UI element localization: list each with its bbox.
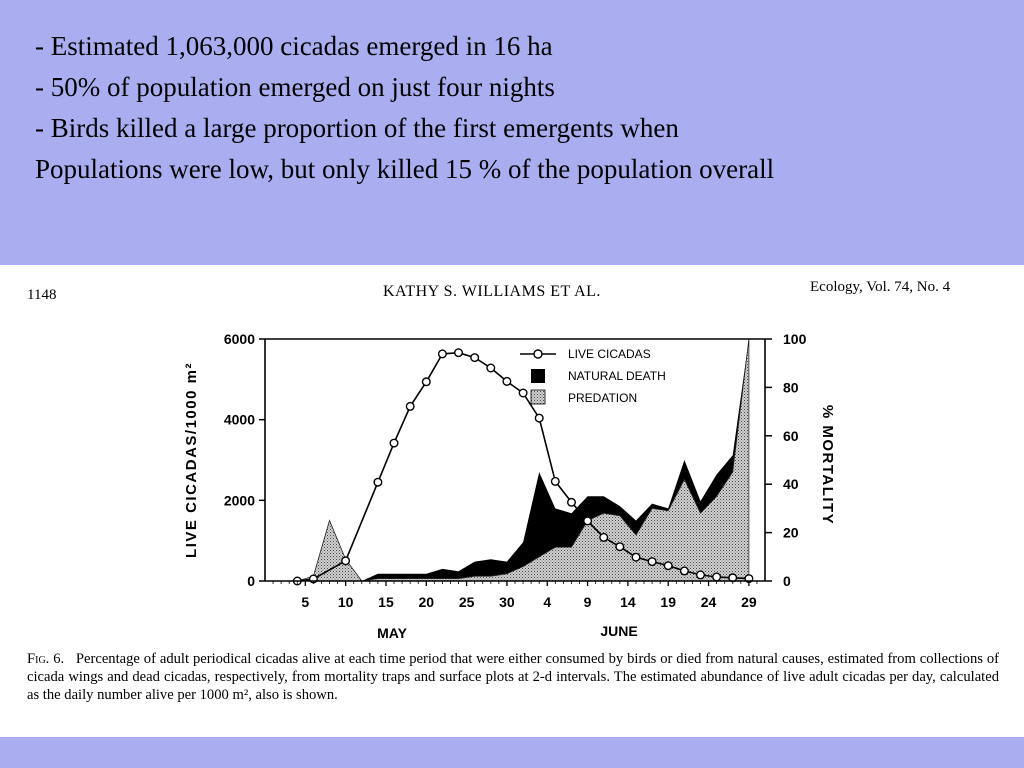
x-tick-label: 9 <box>583 594 592 610</box>
live-cicadas-point <box>390 439 398 447</box>
figure-caption <box>27 650 999 704</box>
live-cicadas-point <box>552 478 560 486</box>
paper-figure <box>0 265 1024 737</box>
live-cicadas-point <box>342 557 350 565</box>
cicada-chart <box>0 265 1024 650</box>
x-tick-label: 14 <box>620 594 636 610</box>
page-number: 1148 <box>27 287 57 303</box>
live-cicadas-point <box>455 349 463 357</box>
live-cicadas-point <box>681 567 689 575</box>
live-cicadas-point <box>423 378 431 386</box>
live-cicadas-point <box>664 562 672 570</box>
live-cicadas-point <box>648 558 656 566</box>
legend-live-marker <box>534 350 542 358</box>
live-cicadas-point <box>439 350 447 358</box>
bullet-2: - 50% of population emerged on just four nights <box>35 72 555 102</box>
bullet-4: Populations were low, but only killed 15 % of the population overall <box>35 154 775 184</box>
running-head-authors: KATHY S. WILLIAMS ET AL. <box>383 283 601 300</box>
slide-bullets <box>35 26 1010 190</box>
x-tick-label: 29 <box>741 594 757 610</box>
live-cicadas-point <box>616 543 624 551</box>
x-tick-label: 20 <box>418 594 435 610</box>
left-axis-title: LIVE CICADAS/1000 m² <box>183 362 200 558</box>
live-cicadas-point <box>632 553 640 561</box>
right-axis-title: % MORTALITY <box>819 404 836 526</box>
x-tick-label: 19 <box>660 594 677 610</box>
live-cicadas-point <box>487 364 495 372</box>
left-tick-label: 4000 <box>223 411 255 428</box>
x-group-label-june: JUNE <box>600 623 638 639</box>
left-tick-label: 0 <box>247 573 255 589</box>
bullet-1: - Estimated 1,063,000 cicadas emerged in 16 ha <box>35 31 553 61</box>
legend-predation-label: PREDATION <box>568 391 638 405</box>
right-tick-label: 0 <box>783 573 791 589</box>
live-cicadas-point <box>713 573 721 581</box>
legend-natural-label: NATURAL DEATH <box>568 369 666 383</box>
live-cicadas-point <box>697 571 705 579</box>
legend-natural-swatch <box>531 369 545 383</box>
right-tick-label: 100 <box>783 331 807 347</box>
left-tick-label: 6000 <box>223 331 255 347</box>
live-cicadas-point <box>406 403 414 411</box>
right-tick-label: 80 <box>783 379 799 396</box>
caption-label: Fig. 6. <box>27 651 65 667</box>
live-cicadas-point <box>519 389 527 397</box>
live-cicadas-point <box>374 478 382 486</box>
caption-text: Percentage of adult periodical cicadas alive at each time period that were either consumed by birds or died from natural causes, estimated from collections of cicada wings and dead cicadas, respectively, from mortality traps and surface plots at 2-d intervals. The estimated abundance of live adult cicadas per day, calculated as the daily number alive per 1000 m², also is shown. <box>27 651 999 703</box>
x-group-label-may: MAY <box>377 625 407 641</box>
live-cicadas-point <box>503 378 511 386</box>
right-tick-label: 60 <box>783 427 799 444</box>
x-tick-label: 5 <box>301 594 310 610</box>
live-cicadas-point <box>471 354 479 362</box>
right-tick-label: 40 <box>783 476 799 493</box>
x-tick-label: 24 <box>700 594 717 610</box>
journal-reference: Ecology, Vol. 74, No. 4 <box>810 279 951 295</box>
live-cicadas-point <box>568 499 576 507</box>
right-tick-label: 20 <box>783 524 799 541</box>
legend-live-label: LIVE CICADAS <box>568 347 651 361</box>
live-cicadas-point <box>535 414 543 422</box>
x-tick-label: 15 <box>378 594 394 610</box>
live-cicadas-point <box>600 534 608 542</box>
live-cicadas-point <box>584 517 592 525</box>
x-tick-label: 25 <box>458 594 475 610</box>
left-tick-label: 2000 <box>223 492 255 509</box>
x-tick-label: 4 <box>543 594 552 610</box>
x-tick-label: 10 <box>337 594 354 610</box>
legend-predation-swatch <box>531 390 545 404</box>
x-tick-label: 30 <box>499 594 515 610</box>
bullet-3: - Birds killed a large proportion of the first emergents when <box>35 113 679 143</box>
